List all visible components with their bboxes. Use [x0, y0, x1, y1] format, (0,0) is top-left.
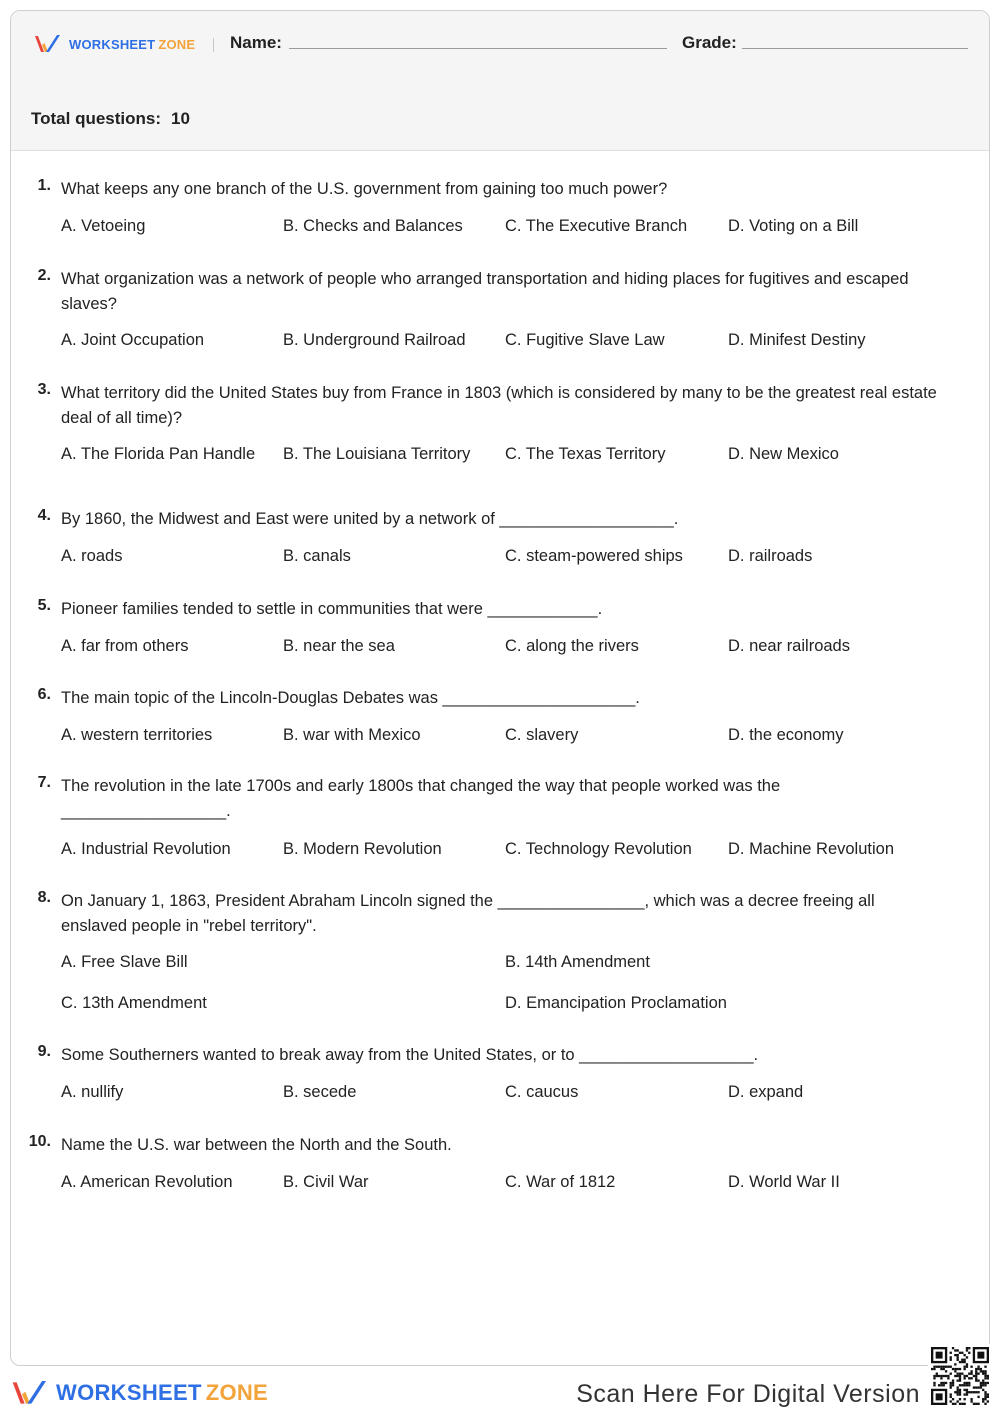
page-footer — [0, 1366, 1000, 1414]
answer-option[interactable]: C. steam-powered ships — [505, 547, 683, 565]
answer-option[interactable]: A. roads — [61, 547, 123, 565]
answer-option[interactable]: A. western territories — [61, 726, 213, 744]
answer-option[interactable]: C. along the rivers — [505, 637, 639, 655]
brand-name-left: WORKSHEET — [69, 36, 156, 52]
answer-option[interactable]: D. the economy — [728, 726, 844, 744]
question-text: Name the U.S. war between the North and the South. — [61, 1136, 452, 1154]
question-number: 7. — [37, 774, 51, 791]
answer-option[interactable]: B. 14th Amendment — [505, 953, 650, 971]
scan-instruction: Scan Here For Digital Version — [576, 1380, 920, 1408]
answer-option[interactable]: B. Civil War — [283, 1173, 369, 1191]
total-questions-label: Total questions: — [31, 109, 162, 128]
answer-option[interactable]: C. The Executive Branch — [505, 217, 688, 235]
total-questions-value: 10 — [171, 109, 190, 128]
question-text: Some Southerners wanted to break away from the United States, or to ___________________. — [61, 1046, 759, 1064]
brand-name-right: ZONE — [158, 36, 196, 52]
answer-option[interactable]: B. Modern Revolution — [283, 840, 442, 858]
brand-logo-large — [10, 1378, 268, 1408]
name-label: Name: — [230, 33, 282, 52]
answer-option[interactable]: D. railroads — [728, 547, 813, 565]
answer-option[interactable]: C. Technology Revolution — [505, 840, 692, 858]
question-number: 9. — [37, 1043, 51, 1060]
worksheet-header — [11, 11, 989, 151]
header-divider — [213, 38, 214, 52]
question-number: 1. — [37, 177, 51, 194]
grade-label: Grade: — [682, 33, 737, 52]
answer-option[interactable]: A. Industrial Revolution — [61, 840, 231, 858]
answer-option[interactable]: A. nullify — [61, 1083, 124, 1101]
question-text: The revolution in the late 1700s and early 1800s that changed the way that people worked was the __________________. — [61, 777, 781, 820]
worksheetzone-w-logo-icon — [33, 33, 63, 55]
question-text: On January 1, 1863, President Abraham Lincoln signed the ________________, which was a decree freeing all enslaved people in "rebel territory". — [61, 892, 875, 935]
answer-option[interactable]: D. Machine Revolution — [728, 840, 894, 858]
answer-option[interactable]: C. War of 1812 — [505, 1173, 616, 1191]
answer-option[interactable]: D. Voting on a Bill — [728, 217, 859, 235]
answer-option[interactable]: C. 13th Amendment — [61, 994, 207, 1012]
answer-option[interactable]: C. The Texas Territory — [505, 445, 666, 463]
answer-option[interactable]: B. canals — [283, 547, 351, 565]
answer-option[interactable]: D. Emancipation Proclamation — [505, 994, 727, 1012]
answer-option[interactable]: A. Free Slave Bill — [61, 953, 188, 971]
question-number: 5. — [37, 597, 51, 614]
footer-brand-right: ZONE — [205, 1380, 269, 1405]
question-text: By 1860, the Midwest and East were united by a network of ___________________. — [61, 510, 679, 528]
answer-option[interactable]: B. secede — [283, 1083, 357, 1101]
qr-code-icon[interactable] — [928, 1344, 992, 1408]
question-text: What organization was a network of people who arranged transportation and hiding places for fugitives and escaped slaves? — [61, 270, 909, 313]
brand-logo-small — [33, 33, 195, 55]
answer-option[interactable]: C. slavery — [505, 726, 579, 744]
answer-option[interactable]: D. World War II — [728, 1173, 840, 1191]
grade-field[interactable] — [742, 48, 968, 49]
answer-option[interactable]: A. Joint Occupation — [61, 331, 205, 349]
answer-option[interactable]: D. New Mexico — [728, 445, 839, 463]
question-text: What territory did the United States buy from France in 1803 (which is considered by many to be the greatest real estate deal of all time)? — [61, 384, 937, 427]
question-text: What keeps any one branch of the U.S. government from gaining too much power? — [61, 180, 668, 198]
answer-option[interactable]: B. near the sea — [283, 637, 395, 655]
answer-option[interactable]: C. caucus — [505, 1083, 579, 1101]
answer-option[interactable]: A. far from others — [61, 637, 189, 655]
answer-option[interactable]: D. expand — [728, 1083, 804, 1101]
question-number: 8. — [37, 889, 51, 906]
question-number: 3. — [37, 381, 51, 398]
answer-option[interactable]: B. war with Mexico — [283, 726, 421, 744]
total-questions — [31, 109, 190, 129]
question-number: 10. — [28, 1133, 51, 1150]
question-text: The main topic of the Lincoln-Douglas Debates was _____________________. — [61, 689, 640, 707]
answer-option[interactable]: A. The Florida Pan Handle — [61, 445, 256, 463]
footer-brand-left: WORKSHEET — [56, 1380, 202, 1405]
answer-option[interactable]: B. Checks and Balances — [283, 217, 463, 235]
worksheetzone-w-logo-icon — [10, 1378, 50, 1408]
name-field[interactable] — [289, 48, 667, 49]
answer-option[interactable]: B. Underground Railroad — [283, 331, 466, 349]
answer-option[interactable]: D. Minifest Destiny — [728, 331, 866, 349]
question-number: 2. — [37, 267, 51, 284]
worksheet-sheet — [10, 10, 990, 1366]
question-number: 4. — [37, 507, 51, 524]
answer-option[interactable]: D. near railroads — [728, 637, 850, 655]
question-text: Pioneer families tended to settle in communities that were ____________. — [61, 600, 603, 618]
answer-option[interactable]: A. American Revolution — [61, 1173, 233, 1191]
answer-option[interactable]: A. Vetoeing — [61, 217, 146, 235]
question-number: 6. — [37, 686, 51, 703]
answer-option[interactable]: C. Fugitive Slave Law — [505, 331, 665, 349]
answer-option[interactable]: B. The Louisiana Territory — [283, 445, 471, 463]
